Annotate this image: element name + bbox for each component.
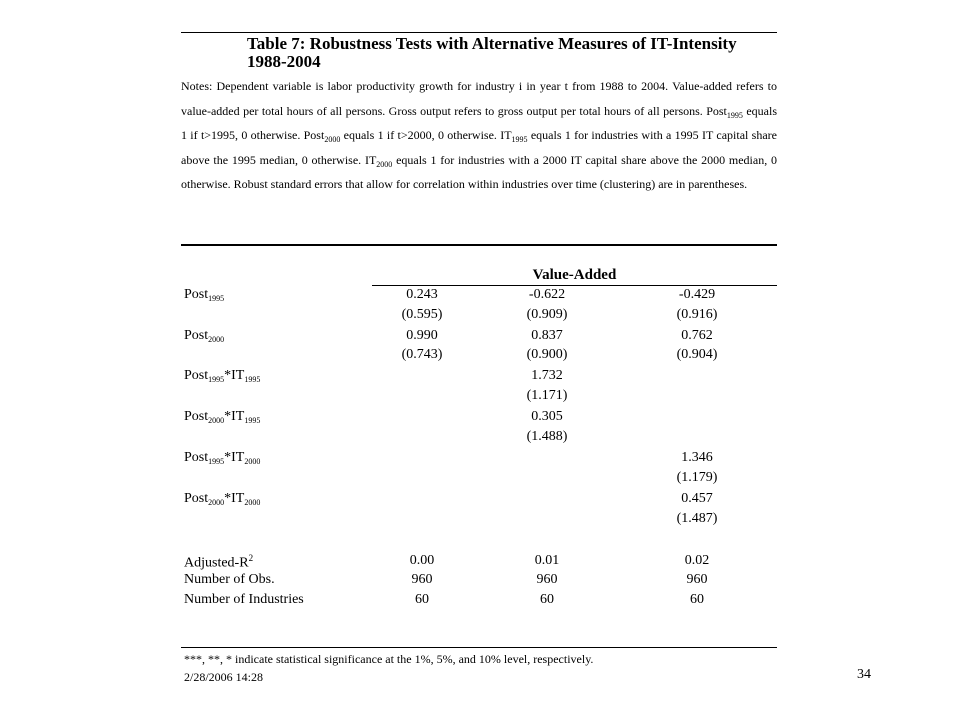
se-post1995-it2000-col3: (1.179): [676, 470, 718, 485]
row-label-number-of-industries: Number of Industries: [184, 592, 304, 607]
row-label-post2000: Post$_{2000}$: [184, 328, 225, 344]
top-rule: [181, 32, 777, 33]
row-label-adjusted-r2: Adjusted-$R^2$: [184, 553, 254, 571]
row-label-post1995: Post$_{1995}$: [184, 287, 225, 303]
coef-post2000-it1995-col2: 0.305: [531, 409, 563, 424]
nind-col2: 60: [540, 592, 554, 607]
se-post1995-col1: (0.595): [401, 307, 443, 322]
nind-col3: 60: [690, 592, 704, 607]
se-post1995-col3: (0.916): [676, 307, 718, 322]
coef-post1995-col3: -0.429: [678, 287, 716, 302]
se-post1995-it1995-col2: (1.171): [526, 388, 568, 403]
coef-post1995-col1: 0.243: [406, 287, 438, 302]
row-label-number-of-obs: Number of Obs.: [184, 572, 275, 587]
coef-post2000-col1: 0.990: [406, 328, 438, 343]
coef-post1995-it1995-col2: 1.732: [531, 368, 563, 383]
row-label-post1995-it2000: $Post_{1995}*IT_{2000}$: [184, 450, 261, 466]
nobs-col3: 960: [686, 572, 708, 587]
adjr2-col3: 0.02: [684, 553, 710, 568]
se-post2000-it2000-col3: (1.487): [676, 511, 718, 526]
nobs-col1: 960: [411, 572, 433, 587]
adjr2-col1: 0.00: [409, 553, 435, 568]
se-post2000-col2: (0.900): [526, 347, 568, 362]
se-post2000-col3: (0.904): [676, 347, 718, 362]
column-header-rule: [372, 285, 777, 286]
row-label-post2000-it1995: $Post_{2000}*IT_{1995}$: [184, 409, 261, 425]
row-label-post2000-it2000: $Post_{2000}*IT_{2000}$: [184, 491, 261, 507]
coef-post2000-col2: 0.837: [531, 328, 563, 343]
table-subtitle: 1988-2004: [247, 52, 321, 71]
nobs-col2: 960: [536, 572, 558, 587]
se-post1995-col2: (0.909): [526, 307, 568, 322]
notes-bottom-rule: [181, 244, 777, 246]
coef-post2000-col3: 0.762: [681, 328, 713, 343]
row-label-post1995-it1995: $Post_{1995}*IT_{1995}$: [184, 368, 261, 384]
column-header-value-added: Value-Added: [532, 267, 617, 283]
nind-col1: 60: [415, 592, 429, 607]
coef-post1995-it2000-col3: 1.346: [681, 450, 713, 465]
adjr2-col2: 0.01: [534, 553, 560, 568]
coef-post2000-it2000-col3: 0.457: [681, 491, 713, 506]
table-notes: Notes: Dependent variable is labor productivity growth for industry i in year t from 1988 to 2004. Value-added refers to value-added per total hours of all persons. Gross output refers to gross output per total hours of all persons. Post$_{1995}$ equals 1 if t>1995, 0 otherwise. Post$_{2000}$ equals 1 if t>2000, 0 otherwise. $IT_{1995}$ equals 1 for industries with a 1995 IT capital share above the 1995 median, 0 otherwise. $IT_{2000}$ equals 1 for industries with a 2000 IT capital share above the 2000 median, 0 otherwise. Robust standard errors that allow for correlation within industries over time (clustering) are in parentheses.: [181, 79, 778, 191]
coef-post1995-col2: -0.622: [528, 287, 566, 302]
page-number: 34: [857, 667, 871, 682]
se-post2000-col1: (0.743): [401, 347, 443, 362]
timestamp: 2/28/2006 14:28: [184, 670, 264, 684]
table-bottom-rule: [181, 647, 777, 648]
table-title: Table 7: Robustness Tests with Alternative Measures of IT-Intensity: [247, 34, 737, 53]
se-post2000-it1995-col2: (1.488): [526, 429, 568, 444]
significance-footnote: ***, **, * indicate statistical significance at the 1%, 5%, and 10% level, respectively.: [184, 652, 594, 666]
